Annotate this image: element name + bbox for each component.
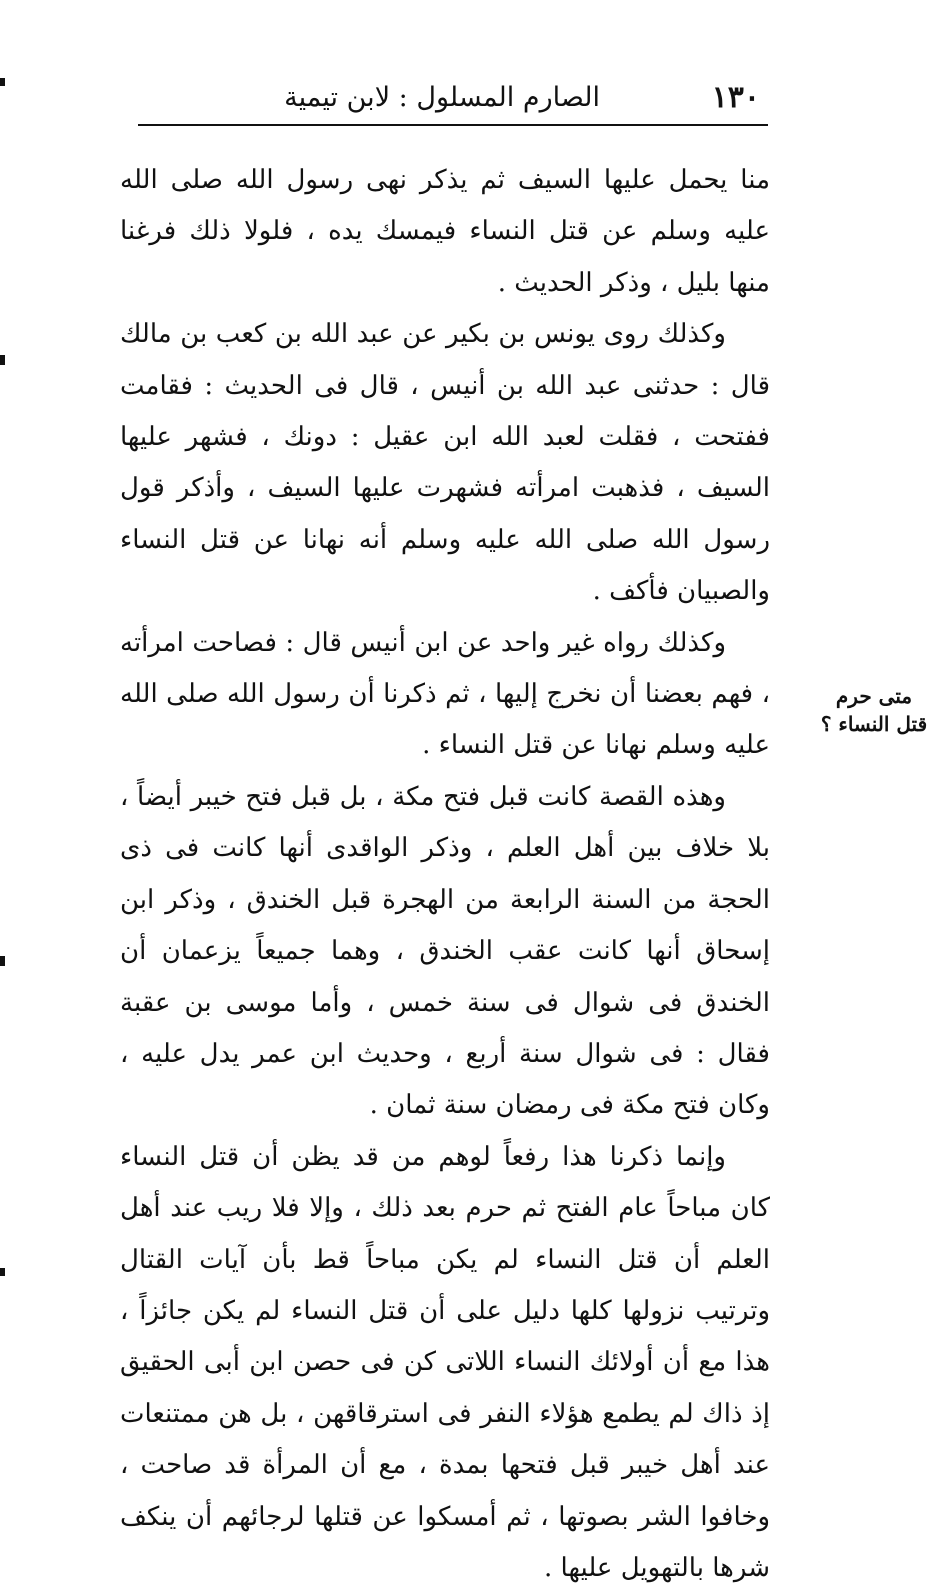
paragraph-5: وإنما ذكرنا هذا رفعاً لوهم من قد يظن أن قتل النساء كان مباحاً عام الفتح ثم حرم بعد ذلك ، وإلا فلا ريب عند أهل العلم أن قتل النساء لم يكن مباحاً قط بأن آيات القتال وترتيب نزولها كلها دليل على أن قتل النساء لم يكن جائزاً ، هذا مع أن أولائك النساء اللاتى كن فى حصن ابن أبى الحقيق إذ ذاك لم يطمع هؤلاء النفر فى استرقاقهن ، بل هن ممتنعات عند أهل خيبر قبل فتحها بمدة ، مع أن المرأة قد صاحت ، وخافوا الشر بصوتها ، ثم أمسكوا عن قتلها لرجائهم أن ينكف شرها بالتهويل عليها . — [120, 1141, 771, 1583]
margin-note-line-1: متى حرم — [835, 684, 913, 708]
paragraph-4: وهذه القصة كانت قبل فتح مكة ، بل قبل فتح خيبر أيضاً ، بلا خلاف بين أهل العلم ، وذكر الواقدى أنها كانت فى ذى الحجة من السنة الرابعة من الهجرة قبل الخندق ، وذكر ابن إسحاق أنها كانت عقب الخندق ، وهما جميعاً يزعمان أن الخندق فى شوال فى سنة خمس ، وأما موسى بن عقبة فقال : فى شوال سنة أربع ، وحديث ابن عمر يدل عليه ، وكان فتح مكة فى رمضان سنة ثمان . — [120, 781, 771, 1121]
paragraph-2: وكذلك روى يونس بن بكير عن عبد الله بن كعب بن مالك قال : حدثنى عبد الله بن أنيس ، قال فى الحديث : فقامت ففتحت ، فقلت لعبد الله ابن عقيل : دونك ، فشهر عليها السيف ، فذهبت امرأته فشهرت عليها السيف ، وأذكر قول رسول الله صلى الله عليه وسلم أنه نهانا عن قتل النساء والصبيان فأكف . — [120, 319, 770, 607]
margin-note — [803, 682, 945, 738]
header-rule — [138, 124, 768, 126]
margin-note-line-2: قتل النساء ؟ — [820, 712, 928, 736]
page-header — [140, 78, 760, 118]
body-text — [120, 155, 770, 1594]
running-title: الصارم المسلول : لابن تيمية — [284, 82, 600, 113]
paragraph-1: منا يحمل عليها السيف ثم يذكر نهى رسول الله صلى الله عليه وسلم عن قتل النساء فيمسك يده ، فلولا ذلك فرغنا منها بليل ، وذكر الحديث . — [120, 165, 770, 298]
paragraph-3: وكذلك رواه غير واحد عن ابن أنيس قال : فصاحت امرأته ، فهم بعضنا أن نخرج إليها ، ثم ذكرنا أن رسول الله صلى الله عليه وسلم نهانا عن قتل النساء . — [120, 627, 770, 761]
page-number: ١٣٠ — [711, 80, 760, 115]
scan-edge-mark — [0, 78, 5, 86]
scan-edge-mark — [0, 1268, 5, 1276]
scan-edge-mark — [0, 355, 5, 365]
scan-edge-mark — [0, 956, 5, 966]
